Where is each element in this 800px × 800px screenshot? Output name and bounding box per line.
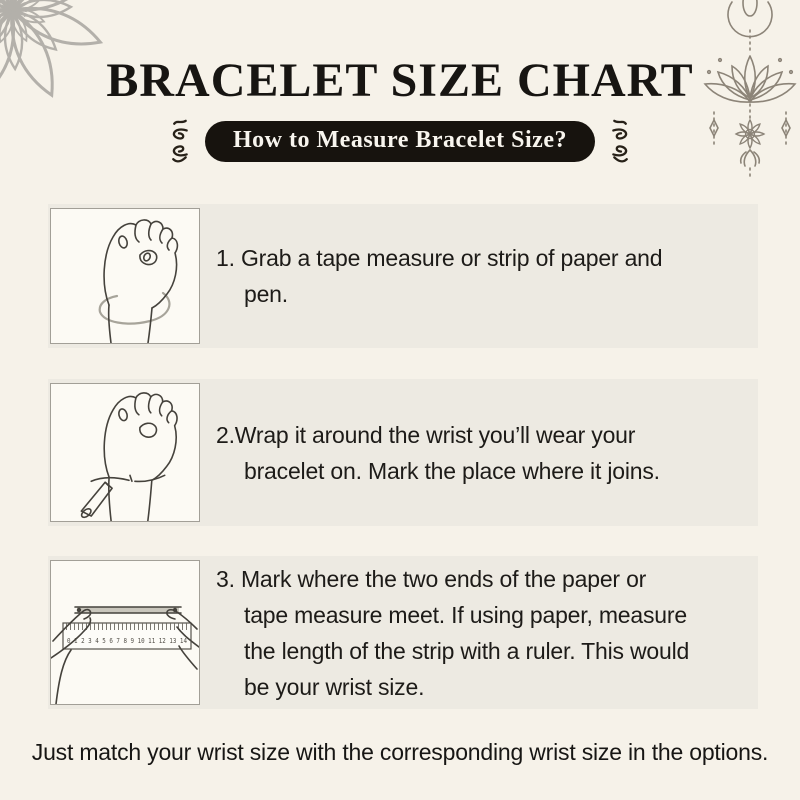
curly-flourish-right-icon <box>605 118 637 164</box>
step-1-row <box>48 204 758 348</box>
footer-note: Just match your wrist size with the corresponding wrist size in the options. <box>31 739 769 765</box>
step-2-line-1: 2.Wrap it around the wrist you’ll wear your <box>216 421 636 448</box>
fist-with-tape-loop-illustration <box>51 209 199 343</box>
subtitle-badge: How to Measure Bracelet Size? <box>205 121 595 162</box>
steps-list <box>0 204 800 709</box>
page-title: BRACELET SIZE CHART <box>106 54 694 107</box>
fist-with-pen-marking-wrist-illustration <box>51 384 199 521</box>
hands-measuring-strip-with-ruler-illustration <box>51 561 199 704</box>
step-3-text <box>216 561 689 705</box>
ruler-numbers: 0 1 2 3 4 5 6 7 8 9 10 11 12 13 14 <box>67 637 187 645</box>
step-1-text <box>216 240 662 312</box>
step-1-illustration-box <box>50 208 200 344</box>
step-3-row <box>48 556 758 709</box>
step-3-line-3: the length of the strip with a ruler. This would <box>244 637 690 664</box>
step-2-illustration-box <box>50 383 200 522</box>
step-3-line-1: 3. Mark where the two ends of the paper or <box>216 565 647 592</box>
step-2-row <box>48 379 758 526</box>
step-2-text <box>216 417 660 489</box>
step-3-line-2: tape measure meet. If using paper, measure <box>244 601 687 628</box>
mandala-flower-icon <box>0 0 130 128</box>
step-2-line-2: bracelet on. Mark the place where it joins. <box>244 457 660 484</box>
step-1-line-2: pen. <box>244 281 288 307</box>
step-3-line-4: be your wrist size. <box>244 673 425 700</box>
curly-flourish-left-icon <box>163 118 195 164</box>
step-1-line-1: 1. Grab a tape measure or strip of paper and <box>216 245 663 271</box>
hanging-lotus-icon <box>690 0 800 185</box>
step-3-illustration-box <box>50 560 200 705</box>
